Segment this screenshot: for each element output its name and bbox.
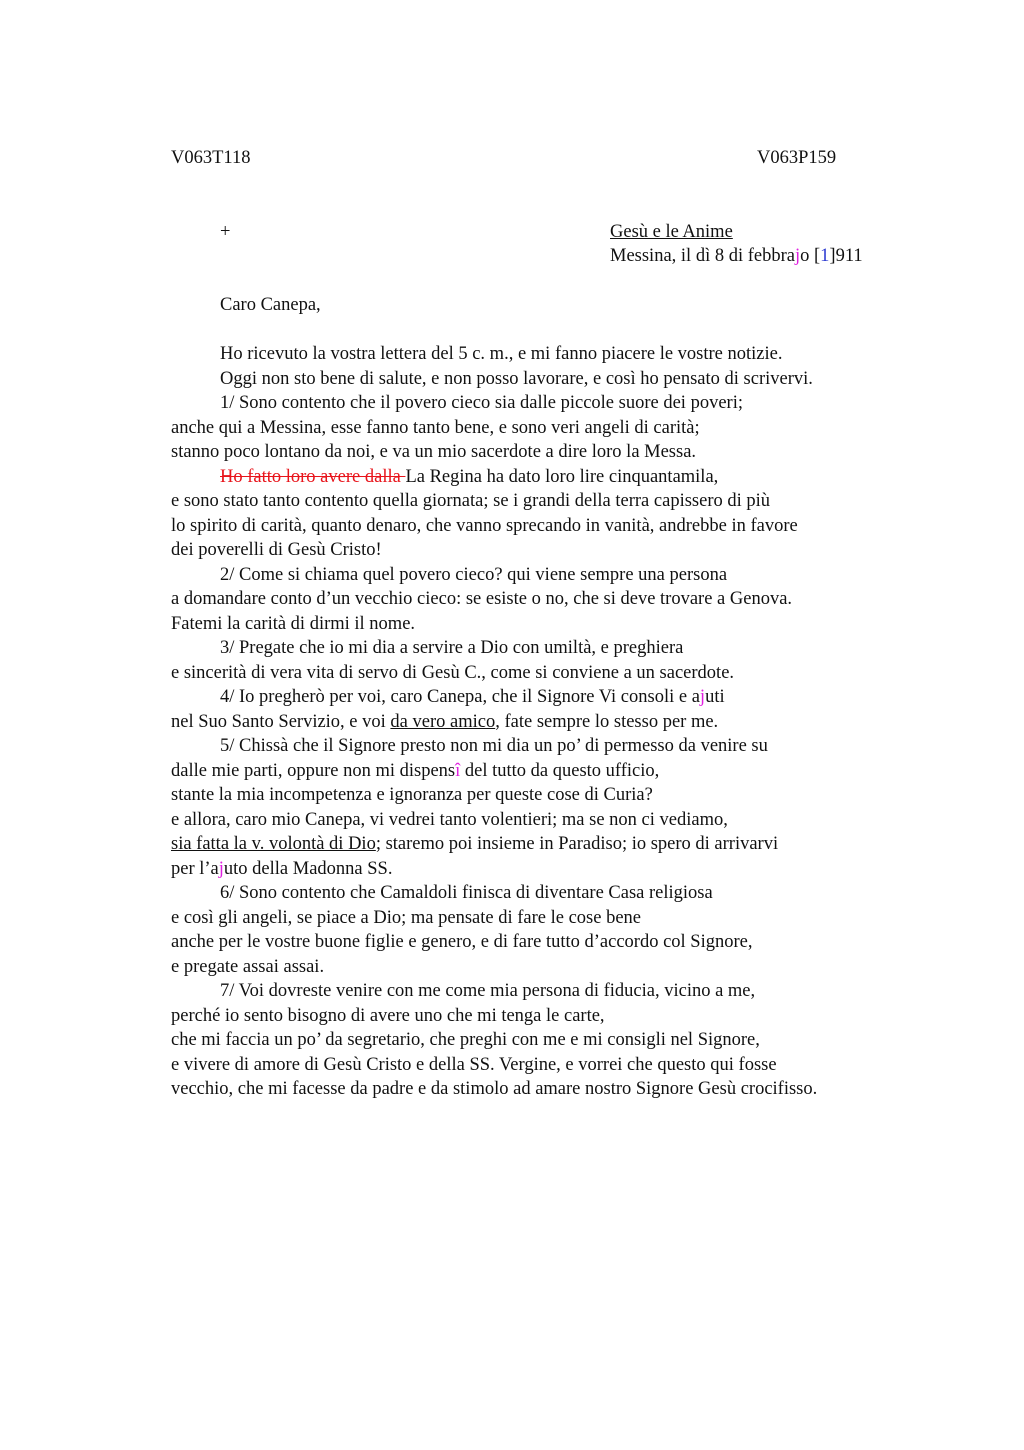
cross-mark: + — [220, 222, 231, 242]
struck-text: Ho fatto loro avere dalla — [220, 466, 406, 487]
correction-mark: î — [455, 760, 461, 781]
letter-body — [171, 342, 817, 1102]
text-line: 6/ Sono contento che Camaldoli finisca di diventare Casa religiosa — [220, 883, 713, 903]
underlined-text: sia fatta la v. volontà di Dio — [171, 834, 376, 854]
text-line: 1/ Sono contento che il povero cieco sia dalle piccole suore dei poveri; — [220, 393, 743, 413]
text-span: 4/ Io pregherò per voi, caro Canepa, che il Signore Vi consoli e a — [220, 687, 700, 707]
text-line: che mi faccia un po’ da segretario, che preghi con me e mi consigli nel Signore, — [171, 1030, 760, 1050]
text-line — [171, 465, 817, 490]
editorial-insertion: 1 — [820, 246, 830, 266]
text-span: per l’a — [171, 858, 219, 879]
text-line — [171, 685, 817, 710]
text-span: dalle mie parti, oppure non mi dispens — [171, 760, 456, 781]
text-line: stanno poco lontano da noi, e va un mio sacerdote a dire loro la Messa. — [171, 442, 697, 462]
salutation: Caro Canepa, — [220, 295, 321, 315]
text-line: 5/ Chissà che il Signore presto non mi dia un po’ di permesso da venire su — [220, 736, 768, 756]
text-line: lo spirito di carità, quanto denaro, che vanno sprecando in vanità, andrebbe in favore — [171, 515, 798, 536]
text-line: Oggi non sto bene di salute, e non posso lavorare, e così ho pensato di scrivervi. — [220, 368, 813, 389]
dateline-part: o [ — [800, 246, 821, 266]
text-span: del tutto da questo ufficio, — [460, 760, 660, 781]
text-line: perché io sento bisogno di avere uno che mi tenga le carte, — [171, 1005, 605, 1026]
text-line: e vivere di amore di Gesù Cristo e della SS. Vergine, e vorrei che questo qui fosse — [171, 1054, 777, 1075]
dateline — [610, 244, 863, 268]
text-line: dei poverelli di Gesù Cristo! — [171, 540, 382, 560]
text-line: vecchio, che mi facesse da padre e da stimolo ad amare nostro Signore Gesù crocifisso. — [171, 1079, 818, 1099]
text-line — [171, 759, 817, 784]
text-line: a domandare conto d’un vecchio cieco: se esiste o no, che si deve trovare a Genova. — [171, 589, 793, 609]
text-span: uti — [705, 687, 725, 707]
text-line: Ho ricevuto la vostra lettera del 5 c. m., e mi fanno piacere le vostre notizie. — [220, 344, 783, 364]
text-span: ; staremo poi insieme in Paradiso; io spero di arrivarvi — [375, 834, 779, 854]
text-line: stante la mia incompetenza e ignoranza per queste cose di Curia? — [171, 785, 653, 805]
text-line: anche qui a Messina, esse fanno tanto bene, e sono veri angeli di carità; — [171, 417, 700, 438]
document-code-right: V063P159 — [757, 148, 837, 168]
underlined-text: da vero amico — [390, 711, 496, 732]
correction-mark: j — [794, 246, 801, 266]
text-line: 3/ Pregate che io mi dia a servire a Dio con umiltà, e preghiera — [220, 638, 684, 658]
text-span: uto della Madonna SS. — [223, 858, 393, 879]
text-line — [171, 832, 817, 857]
dateline-part: Messina, il dì 8 di febbra — [610, 246, 795, 266]
text-line: e sono stato tanto contento quella giornata; se i grandi della terra capissero di più — [171, 491, 771, 511]
dateline-part: ]911 — [829, 246, 863, 266]
text-span: nel Suo Santo Servizio, e voi — [171, 711, 391, 732]
document-code-left: V063T118 — [171, 148, 251, 168]
text-line: e allora, caro mio Canepa, vi vedrei tanto volentieri; ma se non ci vediamo, — [171, 809, 728, 830]
text-line: e sincerità di vera vita di servo di Gesù C., come si conviene a un sacerdote. — [171, 662, 735, 683]
text-line — [171, 857, 817, 882]
correction-mark: j — [218, 858, 224, 879]
text-line: 2/ Come si chiama quel povero cieco? qui viene sempre una persona — [220, 564, 728, 585]
text-line: Fatemi la carità di dirmi il nome. — [171, 613, 416, 634]
text-span: La Regina ha dato loro lire cinquantamila, — [405, 466, 719, 487]
text-line: 7/ Voi dovreste venire con me come mia persona di fiducia, vicino a me, — [220, 981, 756, 1001]
motto: Gesù e le Anime — [610, 222, 733, 242]
text-line: anche per le vostre buone figlie e genero, e di fare tutto d’accordo col Signore, — [171, 932, 753, 952]
text-line: e pregate assai assai. — [171, 956, 325, 977]
correction-mark: j — [699, 687, 706, 707]
text-span: , fate sempre lo stesso per me. — [495, 711, 719, 732]
text-line: e così gli angeli, se piace a Dio; ma pensate di fare le cose bene — [171, 907, 642, 928]
text-line — [171, 710, 817, 735]
